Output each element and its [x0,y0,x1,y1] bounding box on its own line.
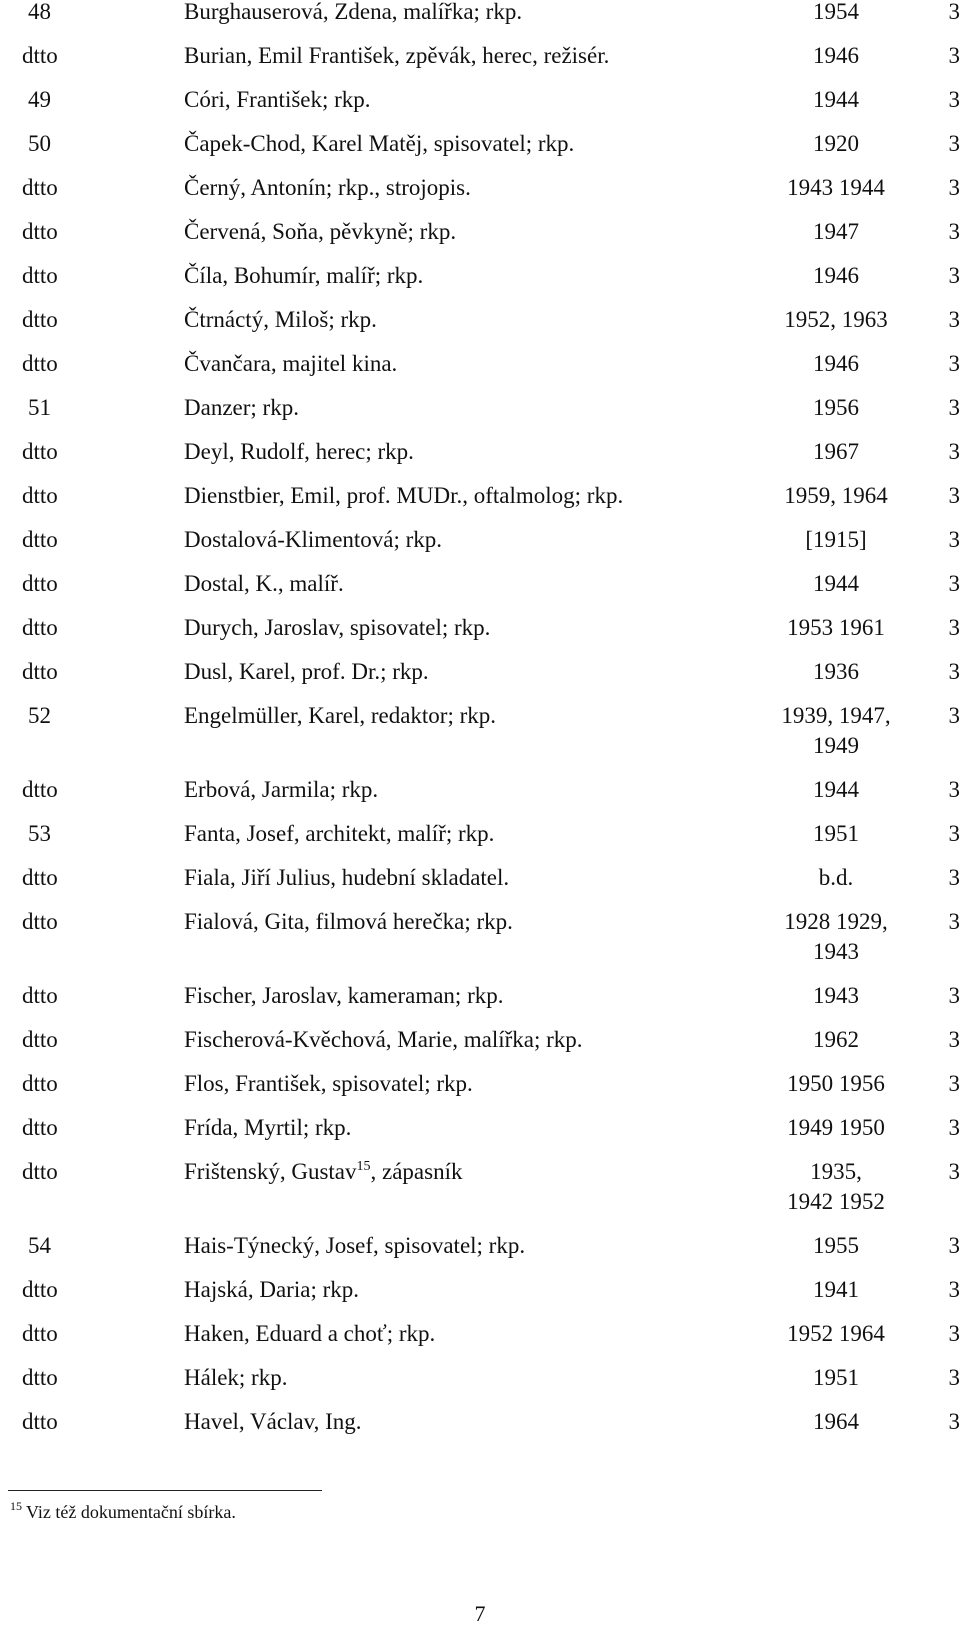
entry-date-range [712,569,930,599]
inventory-row [0,349,960,379]
inventory-row [0,613,960,643]
entry-date-range [712,261,930,291]
inventory-number: dtto [22,175,58,200]
inventory-number: 51 [28,395,51,420]
box-number: 3 [948,777,960,802]
entry-description [150,1319,712,1349]
entry-name: Čapek-Chod, Karel Matěj, spisovatel; rkp. [184,131,575,156]
entry-date-range [712,85,930,115]
entry-description [150,437,712,467]
entry-name: Haken, Eduard a choť; rkp. [184,1321,436,1346]
entry-description [150,1363,712,1393]
inventory-number: 50 [28,131,51,156]
entry-description [150,1069,712,1099]
box-number: 3 [948,909,960,934]
box-number: 3 [948,1233,960,1258]
entry-name: Burghauserová, Zdena, malířka; rkp. [184,0,523,24]
box-number: 3 [948,175,960,200]
entry-description [150,981,712,1011]
entry-year-line: 1959, 1964 [784,483,888,508]
entry-description [150,305,712,335]
entry-name: Frída, Myrtil; rkp. [184,1115,352,1140]
entry-description [150,863,712,893]
entry-year-line: 1939, 1947, [781,703,891,728]
entry-description [150,701,712,731]
entry-description [150,1407,712,1437]
box-number: 3 [948,1027,960,1052]
inventory-row [0,393,960,423]
entry-description [150,525,712,555]
box-number: 3 [948,1071,960,1096]
entry-date-range [712,863,930,893]
entry-name: Čvančara, majitel kina. [184,351,398,376]
entry-year-line: [1915] [805,527,867,552]
inventory-row [0,0,960,27]
entry-name: Fanta, Josef, architekt, malíř; rkp. [184,821,495,846]
entry-name: Čtrnáctý, Miloš; rkp. [184,307,377,332]
box-number: 3 [948,1365,960,1390]
entry-name: Havel, Václav, Ing. [184,1409,362,1434]
inventory-number: dtto [22,1115,58,1140]
entry-year-line: 1967 [813,439,859,464]
inventory-row [0,819,960,849]
footnote-marker: 15 [10,1499,22,1513]
entry-name: Danzer; rkp. [184,395,299,420]
inventory-row [0,217,960,247]
entry-date-range [712,819,930,849]
entry-name: Dostal, K., malíř. [184,571,344,596]
entry-year-line: 1936 [813,659,859,684]
entry-description [150,657,712,687]
entry-date-range [712,1025,930,1055]
inventory-row [0,437,960,467]
inventory-number: dtto [22,1409,58,1434]
entry-year-line: 1954 [813,0,859,24]
entry-name: Fischerová-Kvěchová, Marie, malířka; rkp. [184,1027,583,1052]
inventory-row [0,1025,960,1055]
entry-date-range [712,1319,930,1349]
entry-year-line: 1950 1956 [787,1071,885,1096]
box-number: 3 [948,0,960,24]
inventory-row [0,981,960,1011]
inventory-number: dtto [22,909,58,934]
inventory-number: dtto [22,1365,58,1390]
entry-name: Dostalová-Klimentová; rkp. [184,527,443,552]
entry-description [150,217,712,247]
box-number: 3 [948,571,960,596]
inventory-row [0,569,960,599]
entry-date-range [712,437,930,467]
entry-date-range [712,1069,930,1099]
inventory-number: 49 [28,87,51,112]
box-number: 3 [948,263,960,288]
inventory-row [0,261,960,291]
entry-year-line: 1942 1952 [787,1189,885,1214]
inventory-number: dtto [22,865,58,890]
entry-description [150,85,712,115]
entry-date-range [712,613,930,643]
entry-description [150,819,712,849]
box-number: 3 [948,527,960,552]
entry-date-range [712,41,930,71]
entry-name: Fiala, Jiří Julius, hudební skladatel. [184,865,510,890]
inventory-number: dtto [22,659,58,684]
entry-year-line: b.d. [818,865,854,890]
footnote-reference: 15 [356,1159,371,1174]
entry-year-line: 1946 [813,351,859,376]
inventory-number: dtto [22,307,58,332]
entry-year-line: 1944 [813,87,859,112]
entry-name: Červená, Soňa, pěvkyně; rkp. [184,219,457,244]
box-number: 3 [948,1277,960,1302]
box-number: 3 [948,439,960,464]
inventory-number: dtto [22,571,58,596]
entry-date-range [712,981,930,1011]
entry-name: Frištenský, Gustav [184,1159,357,1184]
entry-name: Fischer, Jaroslav, kameraman; rkp. [184,983,504,1008]
box-number: 3 [948,615,960,640]
inventory-number: dtto [22,263,58,288]
box-number: 3 [948,43,960,68]
box-number: 3 [948,1159,960,1184]
box-number: 3 [948,821,960,846]
page-number: 7 [474,1601,486,1626]
inventory-number: dtto [22,1071,58,1096]
entry-date-range [712,129,930,159]
inventory-row [0,1407,960,1437]
entry-year-line: 1951 [813,1365,859,1390]
box-number: 3 [948,865,960,890]
inventory-row [0,1069,960,1099]
entry-description [150,1231,712,1261]
entry-description [150,775,712,805]
inventory-row [0,775,960,805]
entry-description [150,349,712,379]
entry-date-range [712,1363,930,1393]
entry-description [150,41,712,71]
entry-name: Erbová, Jarmila; rkp. [184,777,379,802]
inventory-number: dtto [22,1321,58,1346]
entry-year-line: 1947 [813,219,859,244]
entry-date-range [712,1157,930,1217]
box-number: 3 [948,1321,960,1346]
inventory-row [0,1113,960,1143]
entry-name-suffix: , zápasník [370,1159,463,1184]
inventory-number: dtto [22,777,58,802]
inventory-number: dtto [22,219,58,244]
entry-description [150,0,712,27]
entry-description [150,129,712,159]
inventory-number: 52 [28,703,51,728]
entry-year-line: 1920 [813,131,859,156]
entry-date-range [712,0,930,27]
entry-name: Hajská, Daria; rkp. [184,1277,359,1302]
entry-description [150,613,712,643]
entry-description [150,481,712,511]
inventory-number: dtto [22,351,58,376]
inventory-row [0,1157,960,1217]
entry-description [150,173,712,203]
entry-date-range [712,217,930,247]
inventory-row [0,129,960,159]
entry-name: Durych, Jaroslav, spisovatel; rkp. [184,615,491,640]
footnote-text: Viz též dokumentační sbírka. [26,1502,236,1522]
entry-date-range [712,1275,930,1305]
entry-description [150,1025,712,1055]
entry-name: Fialová, Gita, filmová herečka; rkp. [184,909,513,934]
entry-year-line: 1941 [813,1277,859,1302]
entry-date-range [712,657,930,687]
box-number: 3 [948,307,960,332]
entry-date-range [712,305,930,335]
box-number: 3 [948,1409,960,1434]
box-number: 3 [948,87,960,112]
entry-description [150,569,712,599]
entry-year-line: 1949 1950 [787,1115,885,1140]
inventory-number: dtto [22,1159,58,1184]
inventory-number: dtto [22,615,58,640]
inventory-number: dtto [22,1277,58,1302]
entry-description [150,907,712,937]
box-number: 3 [948,983,960,1008]
entry-name: Černý, Antonín; rkp., strojopis. [184,175,471,200]
entry-description [150,1113,712,1143]
inventory-row [0,1231,960,1261]
inventory-row [0,173,960,203]
box-number: 3 [948,219,960,244]
entry-year-line: 1944 [813,571,859,596]
inventory-number: dtto [22,983,58,1008]
entry-year-line: 1943 [813,983,859,1008]
entry-name: Dusl, Karel, prof. Dr.; rkp. [184,659,429,684]
entry-year-line: 1946 [813,43,859,68]
inventory-row [0,481,960,511]
entry-date-range [712,1407,930,1437]
entry-name: Engelmüller, Karel, redaktor; rkp. [184,703,497,728]
inventory-number: 54 [28,1233,51,1258]
entry-year-line: 1928 1929, [784,909,888,934]
entry-description [150,261,712,291]
box-number: 3 [948,351,960,376]
entry-name: Hais-Týnecký, Josef, spisovatel; rkp. [184,1233,526,1258]
entry-name: Córi, František; rkp. [184,87,371,112]
entry-description [150,393,712,423]
entry-year-line: 1949 [813,733,859,758]
entry-year-line: 1946 [813,263,859,288]
entry-date-range [712,525,930,555]
entry-date-range [712,1231,930,1261]
entry-year-line: 1943 1944 [787,175,885,200]
entry-date-range [712,481,930,511]
box-number: 3 [948,395,960,420]
inventory-row [0,1319,960,1349]
box-number: 3 [948,131,960,156]
entry-date-range [712,907,930,967]
box-number: 3 [948,659,960,684]
inventory-row [0,1275,960,1305]
footnote-divider [8,1490,322,1491]
box-number: 3 [948,1115,960,1140]
entry-year-line: 1956 [813,395,859,420]
inventory-row [0,907,960,967]
entry-name: Dienstbier, Emil, prof. MUDr., oftalmolog; rkp. [184,483,624,508]
entry-date-range [712,393,930,423]
entry-year-line: 1953 1961 [787,615,885,640]
box-number: 3 [948,483,960,508]
inventory-row [0,657,960,687]
inventory-row [0,85,960,115]
entry-date-range [712,173,930,203]
entry-year-line: 1944 [813,777,859,802]
inventory-row [0,305,960,335]
entry-year-line: 1964 [813,1409,859,1434]
inventory-number: dtto [22,483,58,508]
entry-date-range [712,1113,930,1143]
inventory-number: dtto [22,439,58,464]
inventory-row [0,701,960,761]
entry-name: Číla, Bohumír, malíř; rkp. [184,263,424,288]
entry-description [150,1157,712,1187]
inventory-number: dtto [22,43,58,68]
entry-date-range [712,775,930,805]
entry-name: Deyl, Rudolf, herec; rkp. [184,439,414,464]
entry-date-range [712,701,930,761]
entry-year-line: 1943 [813,939,859,964]
entry-year-line: 1952, 1963 [784,307,888,332]
inventory-number: 48 [28,0,51,24]
footnote [10,1500,236,1524]
inventory-number: 53 [28,821,51,846]
entry-date-range [712,349,930,379]
inventory-row [0,41,960,71]
inventory-row [0,525,960,555]
inventory-row [0,863,960,893]
entry-year-line: 1951 [813,821,859,846]
entry-year-line: 1955 [813,1233,859,1258]
entry-name: Hálek; rkp. [184,1365,288,1390]
inventory-row [0,1363,960,1393]
inventory-number: dtto [22,527,58,552]
entry-description [150,1275,712,1305]
entry-year-line: 1962 [813,1027,859,1052]
box-number: 3 [948,703,960,728]
inventory-number: dtto [22,1027,58,1052]
entry-name: Burian, Emil František, zpěvák, herec, režisér. [184,43,610,68]
entry-year-line: 1952 1964 [787,1321,885,1346]
entry-name: Flos, František, spisovatel; rkp. [184,1071,473,1096]
entry-year-line: 1935, [810,1159,862,1184]
